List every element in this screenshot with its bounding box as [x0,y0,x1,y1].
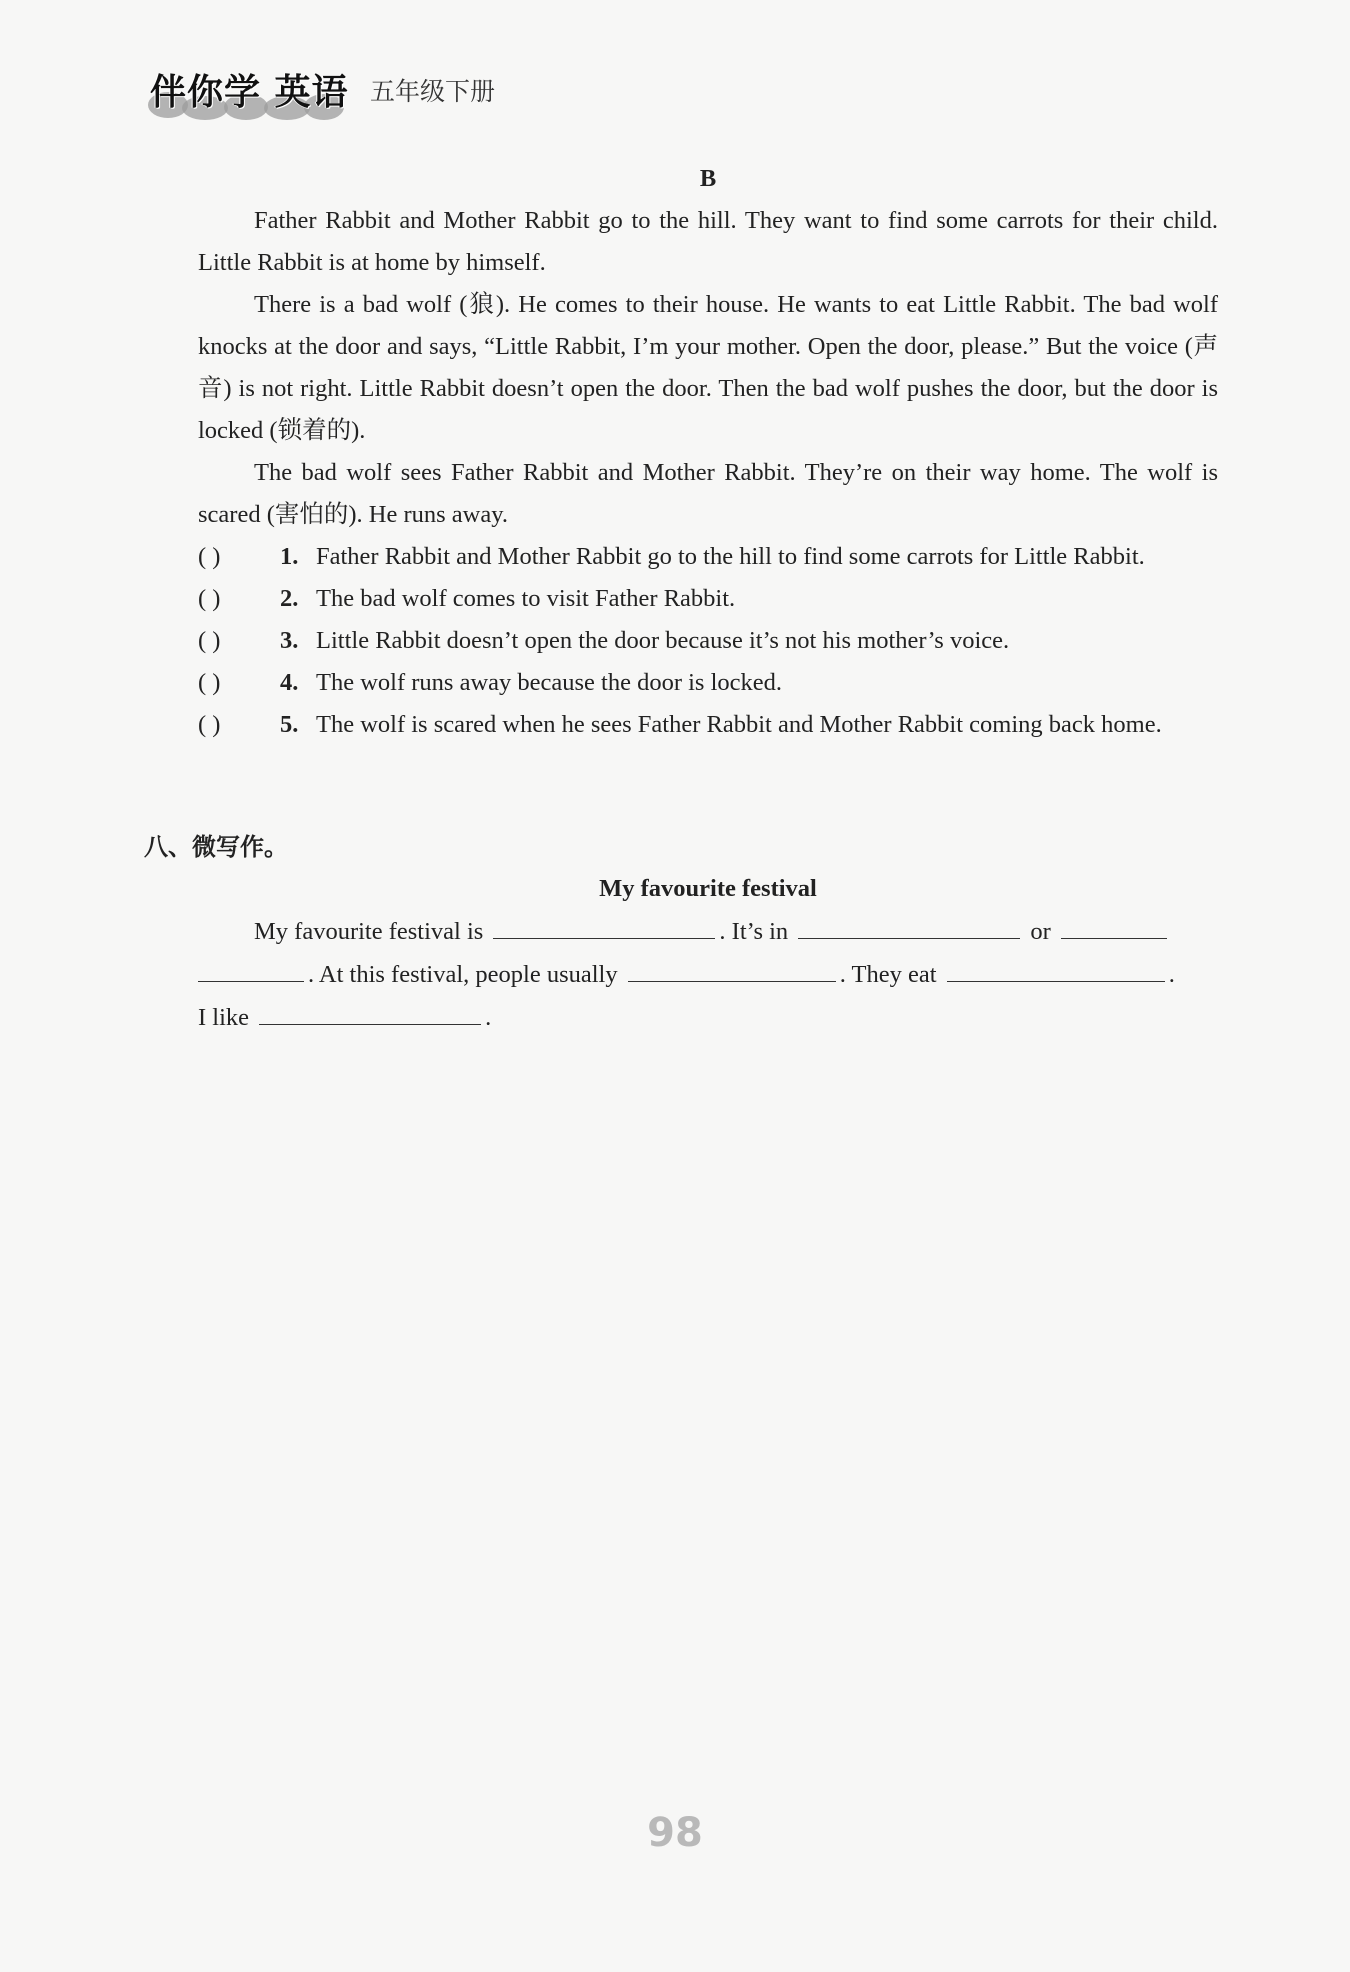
fill-in-blank[interactable] [628,953,836,982]
section-title: B [699,165,717,192]
fill-in-blank[interactable] [198,953,304,982]
writing-line [198,910,1218,953]
writing-text: . [1168,961,1175,988]
answer-blank[interactable]: ( ) [198,711,221,738]
page-number: 98 [647,1810,703,1856]
writing-line [198,996,1218,1039]
fill-in-blank[interactable] [798,910,1020,939]
answer-blank[interactable]: ( ) [198,669,221,696]
question-number: 1. [280,543,299,570]
fill-in-blank[interactable] [947,953,1165,982]
question-text: Father Rabbit and Mother Rabbit go to the hill to find some carrots for Little Rabbit. [316,543,1145,570]
reading-section-b [198,158,1218,746]
book-subtitle: 五年级下册 [370,77,496,106]
passage-paragraph: There is a bad wolf (狼). He comes to their house. He wants to eat Little Rabbit. The bad wolf knocks at the door and says, “Little Rabbit, I’m your mother. Open the door, please.” But the voice (声音) is not right. Little Rabbit doesn’t open the door. Then the bad wolf pushes the door, but the door is locked (锁着的). [198,291,1218,444]
writing-text: . [485,1004,492,1031]
question-number: 5. [280,711,299,738]
page-header [148,62,748,122]
question-text: The wolf is scared when he sees Father Rabbit and Mother Rabbit coming back home. [316,711,1162,738]
writing-title: My favourite festival [599,875,817,902]
answer-blank[interactable]: ( ) [198,627,221,654]
question-text: The bad wolf comes to visit Father Rabbit. [316,585,736,612]
question-number: 2. [280,585,299,612]
question-item [198,578,1218,620]
question-text: The wolf runs away because the door is locked. [316,669,783,696]
passage-paragraph: The bad wolf sees Father Rabbit and Mother Rabbit. They’re on their way home. The wolf is scared (害怕的). He runs away. [198,459,1218,528]
answer-blank[interactable]: ( ) [198,543,221,570]
question-item [198,662,1218,704]
question-item [198,536,1218,578]
writing-text: . It’s in [719,918,789,945]
fill-in-blank[interactable] [259,996,481,1025]
brand-title: 伴你学 英语 [150,72,349,113]
question-number: 3. [280,627,299,654]
answer-blank[interactable]: ( ) [198,585,221,612]
question-item [198,620,1218,662]
passage-paragraph: Father Rabbit and Mother Rabbit go to the hill. They want to find some carrots for their child. Little Rabbit is at home by himself. [198,207,1218,276]
section-heading: 八、微写作。 [144,833,288,861]
fill-in-blank[interactable] [1061,910,1167,939]
writing-text: or [1030,918,1051,945]
writing-line [198,953,1218,996]
question-number: 4. [280,669,299,696]
question-item [198,704,1218,746]
writing-text: . At this festival, people usually [308,961,618,988]
writing-text: My favourite festival is [254,918,484,945]
writing-text: I like [198,1004,250,1031]
question-text: Little Rabbit doesn’t open the door because it’s not his mother’s voice. [316,627,1010,654]
micro-writing-section [198,868,1218,1039]
writing-text: . They eat [839,961,937,988]
fill-in-blank[interactable] [493,910,715,939]
